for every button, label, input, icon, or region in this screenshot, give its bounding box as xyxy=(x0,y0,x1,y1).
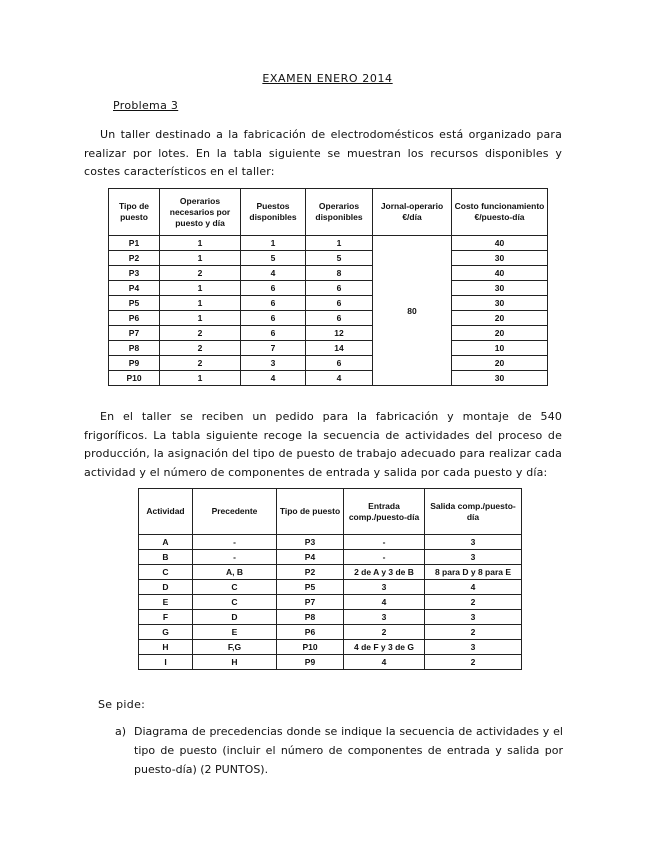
header-cell: Puestos disponibles xyxy=(241,189,306,236)
table-row xyxy=(139,610,522,625)
table-cell: 4 de F y 3 de G xyxy=(344,640,425,655)
se-pide-label: Se pide: xyxy=(98,698,146,711)
table-cell: 40 xyxy=(452,236,548,251)
table-cell: 3 xyxy=(425,535,522,550)
table-cell: D xyxy=(193,610,277,625)
table-cell: E xyxy=(193,625,277,640)
table-cell: 20 xyxy=(452,326,548,341)
table-cell: C xyxy=(139,565,193,580)
table-cell: 2 xyxy=(425,595,522,610)
table-cell: 2 xyxy=(160,266,241,281)
table-row xyxy=(109,281,548,296)
table-cell: 2 xyxy=(160,326,241,341)
table-row xyxy=(139,595,522,610)
table-cell: C xyxy=(193,595,277,610)
table-cell: 7 xyxy=(241,341,306,356)
table-row xyxy=(109,356,548,371)
table-cell: P4 xyxy=(109,281,160,296)
header-cell: Operarios necesarios por puesto y día xyxy=(160,189,241,236)
table-cell: 2 xyxy=(160,341,241,356)
table-cell: P6 xyxy=(277,625,344,640)
table-cell: H xyxy=(139,640,193,655)
table-cell: 30 xyxy=(452,371,548,386)
table-cell: P8 xyxy=(109,341,160,356)
table-cell: 2 xyxy=(344,625,425,640)
table-header-row xyxy=(139,489,522,535)
jornal-cell: 80 xyxy=(373,236,452,386)
table-cell: 2 xyxy=(425,625,522,640)
table-row xyxy=(139,535,522,550)
table-cell: 6 xyxy=(306,281,373,296)
table-cell: 2 xyxy=(425,655,522,670)
table-cell: 4 xyxy=(241,266,306,281)
table-cell: P9 xyxy=(109,356,160,371)
table-cell: 5 xyxy=(306,251,373,266)
table-cell: B xyxy=(139,550,193,565)
question-item-a xyxy=(115,722,563,779)
table-cell: 1 xyxy=(160,251,241,266)
table-cell: P10 xyxy=(277,640,344,655)
table-cell: 5 xyxy=(241,251,306,266)
table-cell: 20 xyxy=(452,356,548,371)
table-cell: 1 xyxy=(241,236,306,251)
table-cell: 4 xyxy=(425,580,522,595)
table-cell: - xyxy=(344,550,425,565)
table-row xyxy=(139,640,522,655)
table-cell: 6 xyxy=(306,296,373,311)
table-cell: P7 xyxy=(109,326,160,341)
table-cell: 4 xyxy=(344,595,425,610)
table-cell: 30 xyxy=(452,281,548,296)
table-cell: 3 xyxy=(425,640,522,655)
table-row xyxy=(109,236,548,251)
table-cell: - xyxy=(344,535,425,550)
table-row xyxy=(109,251,548,266)
table-cell: 14 xyxy=(306,341,373,356)
table-row xyxy=(109,371,548,386)
item-text: Diagrama de precedencias donde se indique la secuencia de actividades y el tipo de puesto (incluir el número de componentes de entrada y salida por puesto-día) (2 PUNTOS). xyxy=(134,725,563,776)
table-cell: 6 xyxy=(241,326,306,341)
table-row xyxy=(139,625,522,640)
table-cell: 3 xyxy=(344,580,425,595)
table-cell: D xyxy=(139,580,193,595)
table-cell: 4 xyxy=(344,655,425,670)
table-cell: P4 xyxy=(277,550,344,565)
table-cell: - xyxy=(193,550,277,565)
table-cell: I xyxy=(139,655,193,670)
table-cell: P8 xyxy=(277,610,344,625)
table-row xyxy=(139,550,522,565)
problem-subtitle: Problema 3 xyxy=(113,99,179,112)
header-cell: Precedente xyxy=(193,489,277,535)
table-cell: G xyxy=(139,625,193,640)
table-cell: P10 xyxy=(109,371,160,386)
table-cell: 6 xyxy=(241,311,306,326)
table-cell: 3 xyxy=(425,550,522,565)
table-cell: P2 xyxy=(277,565,344,580)
table-cell: 1 xyxy=(160,296,241,311)
table-row xyxy=(109,326,548,341)
table-cell: 1 xyxy=(160,371,241,386)
table-cell: C xyxy=(193,580,277,595)
table-cell: 8 xyxy=(306,266,373,281)
table-cell: 6 xyxy=(306,356,373,371)
table-cell: 10 xyxy=(452,341,548,356)
header-cell: Entrada comp./puesto-día xyxy=(344,489,425,535)
table-cell: 4 xyxy=(306,371,373,386)
table-cell: 2 de A y 3 de B xyxy=(344,565,425,580)
table-cell: 3 xyxy=(344,610,425,625)
table-row xyxy=(139,580,522,595)
table-cell: P5 xyxy=(277,580,344,595)
exam-title: EXAMEN ENERO 2014 xyxy=(262,72,393,85)
table-cell: 1 xyxy=(160,311,241,326)
table-cell: 2 xyxy=(160,356,241,371)
table-cell: P3 xyxy=(277,535,344,550)
table-cell: P7 xyxy=(277,595,344,610)
table-cell: H xyxy=(193,655,277,670)
table-cell: 12 xyxy=(306,326,373,341)
activities-table xyxy=(138,488,522,670)
table-cell: 6 xyxy=(306,311,373,326)
table-cell: 6 xyxy=(241,296,306,311)
header-cell: Jornal-operario €/día xyxy=(373,189,452,236)
table-cell: 3 xyxy=(425,610,522,625)
table-cell: 8 para D y 8 para E xyxy=(425,565,522,580)
table-row xyxy=(109,341,548,356)
second-paragraph: En el taller se reciben un pedido para la fabricación y montaje de 540 frigoríficos. La tabla siguiente recoge la secuencia de actividades del proceso de producción, la asignación del tipo de puesto de trabajo adecuado para realizar cada actividad y el número de componentes de entrada y salida por cada puesto y día: xyxy=(84,410,562,479)
table-cell: P1 xyxy=(109,236,160,251)
table-cell: P2 xyxy=(109,251,160,266)
header-cell: Operarios disponibles xyxy=(306,189,373,236)
table-cell: A, B xyxy=(193,565,277,580)
table-cell: 20 xyxy=(452,311,548,326)
table-cell: 3 xyxy=(241,356,306,371)
table-cell: 6 xyxy=(241,281,306,296)
table-header-row xyxy=(109,189,548,236)
header-cell: Tipo de puesto xyxy=(277,489,344,535)
table-cell: F xyxy=(139,610,193,625)
table-row xyxy=(109,296,548,311)
table-row xyxy=(109,266,548,281)
table-row xyxy=(109,311,548,326)
header-cell: Costo funcionamiento €/puesto-día xyxy=(452,189,548,236)
intro-paragraph: Un taller destinado a la fabricación de electrodomésticos está organizado para realizar por lotes. En la tabla siguiente se muestran los recursos disponibles y costes característicos en el taller: xyxy=(84,128,562,178)
table-cell: P9 xyxy=(277,655,344,670)
table-cell: A xyxy=(139,535,193,550)
table-cell: P6 xyxy=(109,311,160,326)
table-cell: P3 xyxy=(109,266,160,281)
header-cell: Tipo de puesto xyxy=(109,189,160,236)
table-cell: 40 xyxy=(452,266,548,281)
table-cell: 30 xyxy=(452,251,548,266)
table-cell: 1 xyxy=(306,236,373,251)
header-cell: Salida comp./puesto-día xyxy=(425,489,522,535)
table-cell: 1 xyxy=(160,281,241,296)
table-cell: P5 xyxy=(109,296,160,311)
table-cell: E xyxy=(139,595,193,610)
table-cell: - xyxy=(193,535,277,550)
table-row xyxy=(139,565,522,580)
resources-table xyxy=(108,188,548,386)
table-row xyxy=(139,655,522,670)
item-label: a) xyxy=(115,725,127,738)
table-cell: 1 xyxy=(160,236,241,251)
table-cell: 30 xyxy=(452,296,548,311)
table-cell: F,G xyxy=(193,640,277,655)
header-cell: Actividad xyxy=(139,489,193,535)
table-cell: 4 xyxy=(241,371,306,386)
